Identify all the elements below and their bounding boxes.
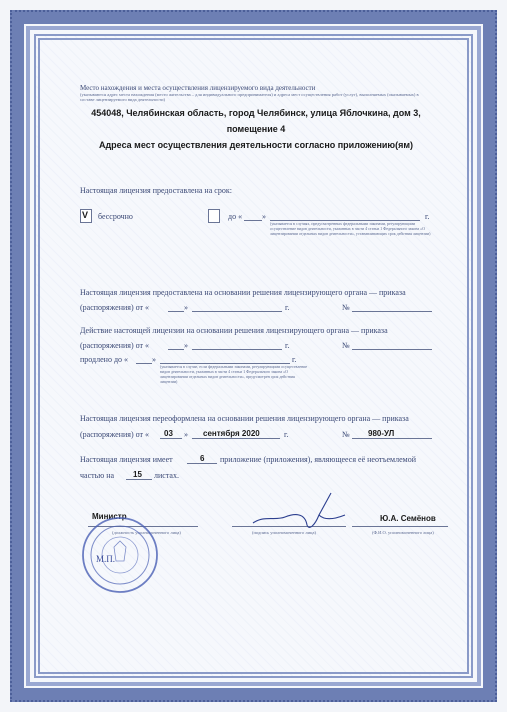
basis-no: № <box>342 303 350 312</box>
until-year: г. <box>425 212 430 221</box>
position-title: Министр <box>92 512 127 521</box>
official-seal-icon <box>80 515 160 595</box>
indefinite-label: бессрочно <box>98 212 133 221</box>
action-day-line <box>168 349 184 350</box>
appendix-count-line <box>187 463 217 464</box>
sheets-count: 15 <box>133 470 142 479</box>
reissue-quote: » <box>184 430 188 439</box>
basis-date-line <box>192 311 282 312</box>
term-label: Настоящая лицензия предоставлена на срок: <box>80 186 232 195</box>
until-day-line <box>244 220 262 221</box>
sheets-word: листах. <box>154 471 179 480</box>
appendix-count: 6 <box>200 454 205 463</box>
action-date-line <box>192 349 282 350</box>
reissue-text-1: Настоящая лицензия переоформлена на основании решения лицензирующего органа — приказа <box>80 414 409 423</box>
basis-year: г. <box>285 303 290 312</box>
until-checkbox <box>208 209 220 223</box>
basis-number-line <box>352 311 432 312</box>
place-header: Место нахождения и места осуществления лицензируемого вида деятельности <box>80 84 316 92</box>
basis-quote: » <box>184 303 188 312</box>
basis-text-2: (распоряжения) от « <box>80 303 149 312</box>
reissue-number: 980-УЛ <box>368 429 395 438</box>
action-text-2: (распоряжения) от « <box>80 341 149 350</box>
stamp-label: М.П. <box>96 554 116 564</box>
until-prefix: до « <box>228 212 243 221</box>
until-note: (указывается в случаях, предусмотренных федеральными законами, регулирующими осуществление видов деятельности, указанных в части 4 статьи 1 Федерального закона «О лицензировании отдельных видов деятельности», устанавливающих срок действия лицензии) <box>270 221 431 236</box>
address-line-3: Адреса мест осуществления деятельности согласно приложению(ям) <box>98 140 414 150</box>
extended-year: г. <box>292 355 297 364</box>
basis-day-line <box>168 311 184 312</box>
until-suffix: » <box>262 212 266 221</box>
reissue-date-line <box>192 438 280 439</box>
sheets-line <box>126 479 152 480</box>
extended-quote: » <box>152 355 156 364</box>
name-line <box>352 526 448 527</box>
basis-text-1: Настоящая лицензия предоставлена на основании решения лицензирующего органа — приказа <box>80 288 406 297</box>
signer-name: Ю.А. Семёнов <box>380 514 436 523</box>
extended-day-line <box>136 363 152 364</box>
appendix-text-2: приложение (приложения), являющееся её неотъемлемой <box>220 455 416 464</box>
position-note: (должность уполномоченного лица) <box>112 530 181 535</box>
address-line-2: помещение 4 <box>226 124 286 134</box>
action-quote: » <box>184 341 188 350</box>
reissue-year: г. <box>284 430 289 439</box>
indefinite-checkbox <box>80 209 92 223</box>
appendix-text-1: Настоящая лицензия имеет <box>80 455 173 464</box>
appendix-text-3: частью на <box>80 471 115 480</box>
signature-image <box>245 485 355 535</box>
name-note: (Ф.И.О. уполномоченного лица) <box>372 530 434 535</box>
reissue-number-line <box>352 438 432 439</box>
action-number-line <box>352 349 432 350</box>
extended-label: продлено до « <box>80 355 129 364</box>
reissue-day-line <box>160 438 182 439</box>
reissue-month: сентября 2020 <box>203 429 260 438</box>
reissue-no: № <box>342 430 350 439</box>
address-line-1: 454048, Челябинская область, город Челябинск, улица Яблочкина, дом 3, <box>91 108 421 118</box>
extended-note: (указывается в случае, если федеральными законами, регулирующими осуществление видов деятельности, указанных в части 4 статьи 1 Федерального закона «О лицензировании отдельных видов деятельности», предусмотрен срок действия лицензии) <box>160 364 308 384</box>
action-year: г. <box>285 341 290 350</box>
reissue-text-2: (распоряжения) от « <box>80 430 149 439</box>
reissue-day: 03 <box>164 429 173 438</box>
action-no: № <box>342 341 350 350</box>
check-mark: V <box>82 210 89 220</box>
signature-note: (подпись уполномоченного лица) <box>252 530 316 535</box>
place-note: (указываются адрес места нахождения (место жительства – для индивидуального предпринимателя) и адреса мест осуществления работ (услуг), выполняемых (оказываемых) в составе лицензируемого вида деятельности) <box>80 92 419 102</box>
action-text-1: Действие настоящей лицензии на основании решения лицензирующего органа — приказа <box>80 326 388 335</box>
